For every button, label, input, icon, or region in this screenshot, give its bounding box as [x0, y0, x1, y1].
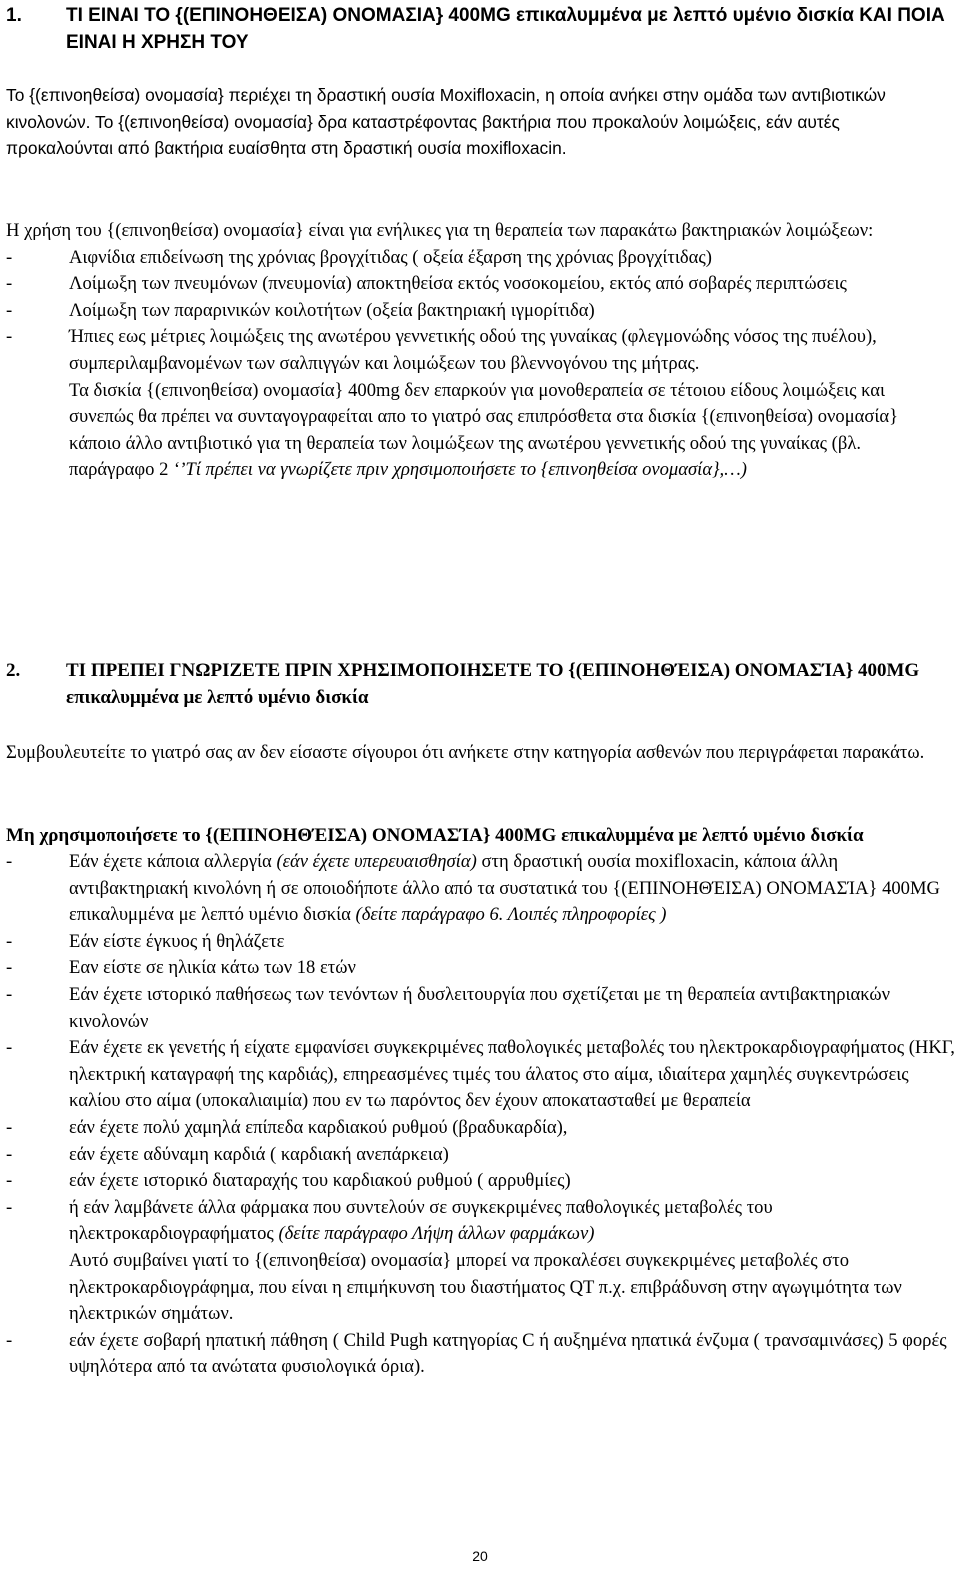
section-1-title: ΤΙ ΕΙΝΑΙ ΤΟ {(ΕΠΙΝΟΗΘΕΙΣΑ) ΟΝΟΜΑΣΙΑ} 400MG επικαλυμμένα με λεπτό υμένιο δισκία ΚΑΙ ΠΟΙΑ ΕΙΝΑΙ Η ΧΡΗΣΗ ΤΟΥ: [66, 5, 945, 53]
usage-item: - Ήπιες εως μέτριες λοιμώξεις της ανωτέρου γεννετικής οδού της γυναίκας (φλεγμονώδης νόσος της πυέλου), συμπεριλαμβανομένων των σαλπιγγών και λοιμώξεων του βλεννογόνου της μήτρας.: [6, 326, 877, 374]
usage-item: - Λοίμωξη των παραρινικών κοιλοτήτων (οξεία βακτηριακή ιγμορίτιδα): [6, 299, 595, 321]
contraindication-item: - Εαν είστε σε ηλικία κάτω των 18 ετών: [6, 957, 356, 979]
contraindication-item: - εάν έχετε ιστορικό διαταραχής του καρδιακού ρυθμού ( αρρυθμίες): [6, 1170, 571, 1192]
section-6-reference: (δείτε παράγραφο 6. Λοιπές πληροφορίες ): [355, 904, 667, 926]
section-2-number: 2.: [6, 660, 21, 681]
section-2-advice: Συμβουλευτείτε το γιατρό σας αν δεν είσαστε σίγουροι ότι ανήκετε στην κατηγορία ασθενών που περιγράφεται παρακάτω.: [6, 742, 925, 763]
section-1-heading: [6, 2, 946, 56]
page-number: 20: [472, 1548, 488, 1564]
section-1-intro: Το {(επινοηθείσα) ονομασία} περιέχει τη δραστική ουσία Moxifloxacin, η οποία ανήκει στην ομάδα των αντιβιοτικών κινολονών. Το {(επινοηθείσα) ονομασία} δρα καταστρέφοντας βακτήρια που προκαλούν λοιμώξεις, εάν αυτές προκαλούνται από βακτήρια ευαίσθητα στη δραστική ουσία moxifloxacin.: [6, 85, 886, 158]
contraindication-item: - εάν έχετε σοβαρή ηπατική πάθηση ( Child Pugh κατηγορίας C ή αυξημένα ηπατικά ένζυμα ( τρανσαμινάσες) 5 φορές υψηλότερα από τα ανώτατα φυσιολογικά όρια).: [6, 1329, 947, 1378]
section-2-title: ΤΙ ΠΡΕΠΕΙ ΓΝΩΡΙΖΕΤΕ ΠΡΙΝ ΧΡΗΣΙΜΟΠΟΙΗΣΕΤΕ ΤΟ {(ΕΠΙΝΟΗΘΈΙΣΑ) ΟΝΟΜΑΣΊΑ} 400MG επικαλυμμένα με λεπτό υμένιο δισκία: [66, 660, 920, 708]
contraindication-item: - Εάν είστε έγκυος ή θηλάζετε: [6, 930, 285, 952]
usage-item: - Λοίμωξη των πνευμόνων (πνευμονία) αποκτηθείσα εκτός νοσοκομείου, εκτός από σοβαρές περιπτώσεις: [6, 273, 847, 295]
usage-intro: Η χρήση του {(επινοηθείσα) ονομασία} είναι για ενήλικες για τη θεραπεία των παρακάτω βακτηριακών λοιμώξεων:: [6, 220, 874, 241]
contraindication-item: - Εάν έχετε εκ γενετής ή είχατε εμφανίσει συγκεκριμένες παθολογικές μεταβολές του ηλεκτροκαρδιογραφήματος (ΗΚΓ, ηλεκτρική καταγραφή της καρδιάς), επηρεασμένες τιμές του άλατος στο αίμα, ιδιαίτερα χαμηλές συγκεντρώσεις καλίου στο αίμα (υποκαλιαιμία) που εν τω παρόντος δεν έχουν αποκατασταθεί με θεραπεία: [6, 1037, 955, 1112]
usage-item: - Αιφνίδια επιδείνωση της χρόνιας βρογχίτιδας ( οξεία έξαρση της χρόνιας βρογχίτιδας): [6, 246, 712, 268]
monotherapy-reference: ‘’Τί πρέπει να γνωρίζετε πριν χρησιμοποιήσετε το {επινοηθείσα ονομασία},…): [173, 459, 747, 481]
section-1-number: 1.: [6, 5, 22, 26]
contraindication-item: - Εάν έχετε ιστορικό παθήσεως των τενόντων ή δυσλειτουργία που σχετίζεται με τη θεραπεία αντιβακτηριακών κινολονών: [6, 983, 891, 1032]
contraindication-item: - Εάν έχετε κάποια αλλεργία (εάν έχετε υπερευαισθησία) στη δραστική ουσία moxifloxacin, κάποια άλλη αντιβακτηριακή κινολόνη ή σε οποιοδήποτε άλλο από τα συστατικά του {(ΕΠΙΝΟΗΘΈΙΣΑ) ΟΝΟΜΑΣΊΑ} 400MG επικαλυμμένα με λεπτό υμένιο δισκία (δείτε παράγραφο 6. Λοιπές πληροφορίες ): [6, 851, 940, 926]
do-not-use-heading: Μη χρησιμοποιήσετε το {(ΕΠΙΝΟΗΘΈΙΣΑ) ΟΝΟΜΑΣΊΑ} 400MG επικαλυμμένα με λεπτό υμένιο δισκία: [6, 825, 864, 846]
other-medicines-reference: (δείτε παράγραφο Λήψη άλλων φαρμάκων): [278, 1223, 595, 1245]
contraindication-item: - εάν έχετε αδύναμη καρδιά ( καρδιακή ανεπάρκεια): [6, 1143, 449, 1165]
monotherapy-note: Τα δισκία {(επινοηθείσα) ονομασία} 400mg δεν επαρκούν για μονοθεραπεία σε τέτοιου είδους λοιμώξεις και συνεπώς θα πρέπει να συνταγογραφείται απο το γιατρό σας επιπρόσθετα στα δισκία {(επινοηθείσα) ονομασία} κάποιο άλλο αντιβιοτικό για τη θεραπεία των λοιμώξεων της ανωτέρου γεννετικής οδού της γυναίκας (βλ. παράγραφο 2 ‘’Τί πρέπει να γνωρίζετε πριν χρησιμοποιήσετε το {επινοηθείσα ονομασία},…): [69, 379, 899, 481]
contraindication-item: - εάν έχετε πολύ χαμηλά επίπεδα καρδιακού ρυθμού (βραδυκαρδία),: [6, 1116, 568, 1138]
qt-note: Αυτό συμβαίνει γιατί το {(επινοηθείσα) ονομασία} μπορεί να προκαλέσει συγκεκριμένες μεταβολές στο ηλεκτροκαρδιογράφημα, που είναι η επιμήκυνση του διαστήματος QT π.χ. επιβράδυνση στην αγωγιμότητα των ηλεκτρικών σημάτων.: [69, 1249, 902, 1325]
contraindication-item: - ή εάν λαμβάνετε άλλα φάρμακα που συντελούν σε συγκεκριμένες παθολογικές μεταβολές του ηλεκτροκαρδιογραφήματος (δείτε παράγραφο Λήψη άλλων φαρμάκων): [6, 1196, 773, 1245]
section-2-heading: [6, 657, 946, 711]
